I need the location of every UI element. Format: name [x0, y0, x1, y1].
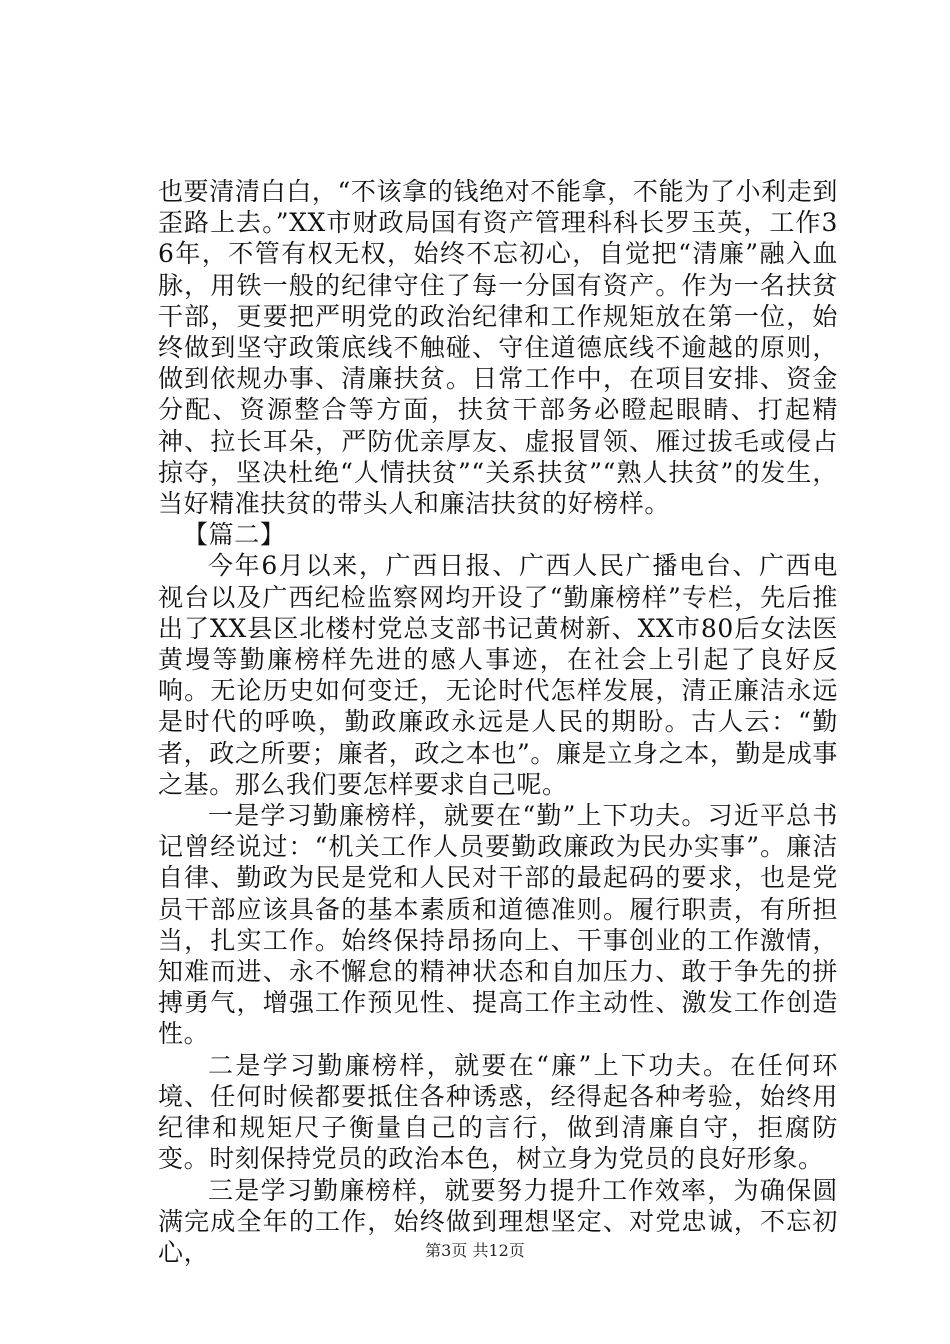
- section-heading: 【篇二】: [183, 520, 286, 550]
- paragraph-point-one: 一是学习勤廉榜样，就要在“勤”上下功夫。习近平总书记曾经说过：“机关工作人员要勤政廉政为民办实事”。廉洁自律、勤政为民是党和人民对干部的最起码的要求，也是党员干部应该具备的基本素质和道德准则。履行职责，有所担当，扎实工作。始终保持昂扬向上、干事创业的工作激情，知难而进、永不懈怠的精神状态和自加压力、敢于争先的拼搏勇气，增强工作预见性、提高工作主动性、激发工作创造性。: [158, 801, 838, 1049]
- document-body: [158, 176, 838, 1268]
- paragraph-intro: 今年6月以来，广西日报、广西人民广播电台、广西电视台以及广西纪检监察网均开设了“勤廉榜样”专栏，先后推出了XX县区北楼村党总支部书记黄树新、XX市80后女法医黄墁等勤廉榜样先进的感人事迹，在社会上引起了良好反响。无论历史如何变迁，无论时代怎样发展，清正廉洁永远是时代的呼唤，勤政廉政永远是人民的期盼。古人云：“勤者，政之所要；廉者，政之本也”。廉是立身之本，勤是成事之基。那么我们要怎样要求自己呢。: [158, 551, 838, 799]
- paragraph-point-three: 三是学习勤廉榜样，就要努力提升工作效率，为确保圆满完成全年的工作，始终做到理想坚定、对党忠诚，不忘初心，: [158, 1175, 838, 1267]
- paragraph-point-two: 二是学习勤廉榜样，就要在“廉”上下功夫。在任何环境、任何时候都要抵住各种诱惑，经得起各种考验，始终用纪律和规矩尺子衡量自己的言行，做到清廉自守，拒腐防变。时刻保持党员的政治本色，树立身为党员的良好形象。: [158, 1050, 838, 1174]
- page-footer: 第3页 共12页: [425, 1241, 525, 1260]
- paragraph-continuation: 也要清清白白，“不该拿的钱绝对不能拿，不能为了小利走到歪路上去。”XX市财政局国有资产管理科科长罗玉英，工作36年，不管有权无权，始终不忘初心，自觉把“清廉”融入血脉，用铁一般的纪律守住了每一分国有资产。作为一名扶贫干部，更要把严明党的政治纪律和工作规矩放在第一位，始终做到坚守政策底线不触碰、守住道德底线不逾越的原则，做到依规办事、清廉扶贫。日常工作中，在项目安排、资金分配、资源整合等方面，扶贫干部务必瞪起眼睛、打起精神、拉长耳朵，严防优亲厚友、虚报冒领、雁过拔毛或侵占掠夺，坚决杜绝“人情扶贫”“关系扶贫”“熟人扶贫”的发生，当好精准扶贫的带头人和廉洁扶贫的好榜样。: [158, 177, 838, 519]
